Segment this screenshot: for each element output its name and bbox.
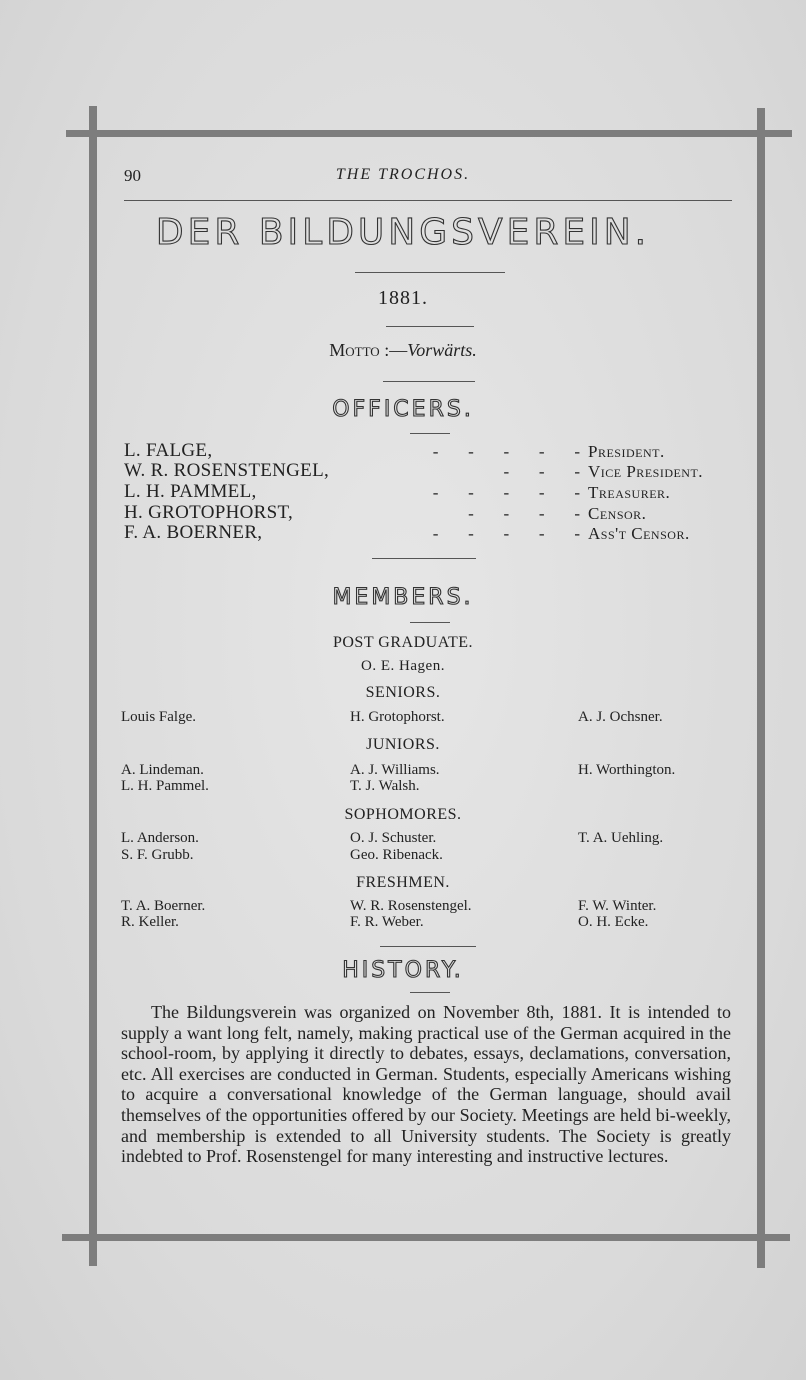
officer-title: Censor. <box>588 504 647 523</box>
border-bottom <box>62 1234 790 1241</box>
member-name: S. F. Grubb. <box>121 847 194 863</box>
member-name: R. Keller. <box>121 914 179 930</box>
officer-name: L. FALGE, <box>124 440 213 461</box>
officer-leader: - - - <box>503 462 580 481</box>
history-paragraph <box>121 1002 731 1167</box>
history-heading: HISTORY. <box>342 958 464 983</box>
divider <box>410 433 450 434</box>
member-name: O. H. Ecke. <box>578 914 649 930</box>
page-title: DER BILDUNGSVEREIN. <box>155 212 651 253</box>
member-name: H. Worthington. <box>578 762 676 778</box>
header-rule <box>124 200 732 201</box>
member-name: L. Anderson. <box>121 830 199 846</box>
divider <box>372 558 476 559</box>
member-name: Louis Falge. <box>121 709 196 725</box>
divider <box>355 272 505 273</box>
officer-title: Vice President. <box>588 462 704 481</box>
member-name: A. J. Williams. <box>350 762 440 778</box>
officer-leader: - - - - - <box>432 442 580 461</box>
officer-title: Treasurer. <box>588 483 671 502</box>
class-label-sophomores: SOPHOMORES. <box>344 806 462 823</box>
member-name: O. E. Hagen. <box>361 658 445 674</box>
member-name: F. R. Weber. <box>350 914 424 930</box>
class-label-post-graduate: POST GRADUATE. <box>332 634 474 651</box>
officer-leader: - - - - <box>468 504 580 523</box>
member-name: A. J. Ochsner. <box>578 709 663 725</box>
divider <box>410 992 450 993</box>
member-name: T. A. Boerner. <box>121 898 206 914</box>
history-text: The Bildungsverein was organized on November 8th, 1881. It is intended to supply a want long felt, namely, making practical use of the German acquired in the school-room, by applying it directly to debates, essays, declamations, conversation, etc. All exercises are conducted in German. Students, especially Americans wishing to acquire a conversational knowledge of the German language, should avail themselves of the opportunities offered by our Society. Meetings are held bi-weekly, and membership is extended to all University students. The Society is greatly indebted to Prof. Rosenstengel for many interesting and instructive lectures. <box>121 1002 731 1167</box>
divider <box>410 622 450 623</box>
class-label-juniors: JUNIORS. <box>366 736 440 753</box>
member-name: T. J. Walsh. <box>350 778 420 794</box>
officer-leader: - - - - - <box>432 524 580 543</box>
member-name: W. R. Rosenstengel. <box>350 898 472 914</box>
members-heading: MEMBERS. <box>332 585 474 610</box>
member-name: T. A. Uehling. <box>578 830 664 846</box>
motto-label: Motto :— <box>329 340 408 360</box>
running-title: THE TROCHOS. <box>335 166 471 183</box>
officer-leader: - - - - - <box>432 483 580 502</box>
officer-name: L. H. PAMMEL, <box>124 481 257 502</box>
motto <box>0 340 806 361</box>
officer-name: F. A. BOERNER, <box>124 522 263 543</box>
divider <box>380 946 476 947</box>
member-name: F. W. Winter. <box>578 898 657 914</box>
class-label-seniors: SENIORS. <box>365 684 441 701</box>
year: 1881. <box>378 287 428 309</box>
officer-name: W. R. ROSENSTENGEL, <box>124 460 330 481</box>
member-name: L. H. Pammel. <box>121 778 209 794</box>
officer-title: Ass't Censor. <box>588 524 690 543</box>
divider <box>386 326 474 327</box>
officers-heading: OFFICERS. <box>332 397 474 422</box>
divider <box>383 381 475 382</box>
border-top <box>66 130 792 137</box>
member-name: Geo. Ribenack. <box>350 847 443 863</box>
member-name: O. J. Schuster. <box>350 830 437 846</box>
member-name: H. Grotophorst. <box>350 709 445 725</box>
member-name: A. Lindeman. <box>121 762 204 778</box>
page-number: 90 <box>124 166 141 185</box>
motto-text: Vorwärts. <box>407 340 477 360</box>
officer-name: H. GROTOPHORST, <box>124 502 294 523</box>
officer-title: President. <box>588 442 665 461</box>
class-label-freshmen: FRESHMEN. <box>356 874 450 891</box>
